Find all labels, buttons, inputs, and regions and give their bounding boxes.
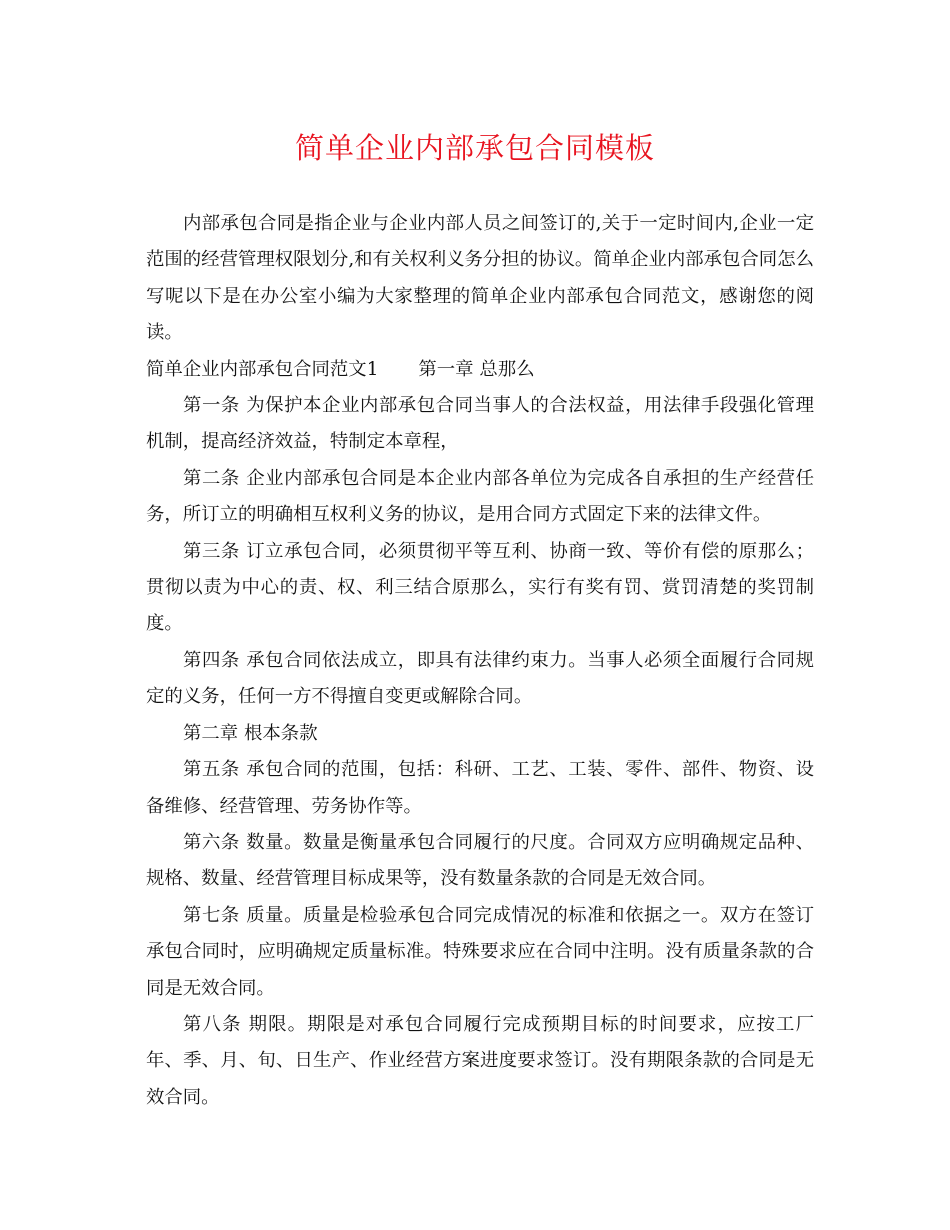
- article-7: 第七条 质量。质量是检验承包合同完成情况的标准和依据之一。双方在签订承包合同时，应明确规定质量标准。特殊要求应在合同中注明。没有质量条款的合同是无效合同。: [146, 904, 814, 999]
- document-body: [146, 206, 814, 1116]
- article-5: 第五条 承包合同的范围，包括：科研、工艺、工装、零件、部件、物资、设备维修、经营管理、劳务协作等。: [146, 759, 814, 817]
- article-6: 第六条 数量。数量是衡量承包合同履行的尺度。合同双方应明确规定品种、规格、数量、经营管理目标成果等，没有数量条款的合同是无效合同。: [146, 831, 814, 890]
- intro-paragraph: 内部承包合同是指企业与企业内部人员之间签订的,关于一定时间内,企业一定范围的经营管理权限划分,和有关权利义务分担的协议。简单企业内部承包合同怎么写呢以下是在办公室小编为大家整理的简单企业内部承包合同范文，感谢您的阅读。: [146, 213, 814, 344]
- sample-heading-line: [146, 352, 814, 388]
- chapter1-heading: 第一章 总那么: [418, 358, 535, 380]
- article-3: 第三条 订立承包合同，必须贯彻平等互利、协商一致、等价有偿的原那么；贯彻以责为中心的责、权、利三结合原那么，实行有奖有罚、赏罚清楚的奖罚制度。: [146, 540, 814, 635]
- document-title: 简单企业内部承包合同模板: [294, 131, 655, 165]
- article-8: 第八条 期限。期限是对承包合同履行完成预期目标的时间要求，应按工厂年、季、月、旬、日生产、作业经营方案进度要求签订。没有期限条款的合同是无效合同。: [146, 1013, 814, 1108]
- article-4: 第四条 承包合同依法成立，即具有法律约束力。当事人必须全面履行合同规定的义务，任何一方不得擅自变更或解除合同。: [146, 649, 814, 708]
- article-1: 第一条 为保护本企业内部承包合同当事人的合法权益，用法律手段强化管理机制，提高经济效益，特制定本章程，: [146, 395, 814, 453]
- article-2: 第二条 企业内部承包合同是本企业内部各单位为完成各自承担的生产经营任务，所订立的明确相互权利义务的协议，是用合同方式固定下来的法律文件。: [146, 467, 814, 526]
- chapter2-heading: 第二章 根本条款: [183, 722, 318, 744]
- sample-heading: 简单企业内部承包合同范文1: [146, 358, 379, 380]
